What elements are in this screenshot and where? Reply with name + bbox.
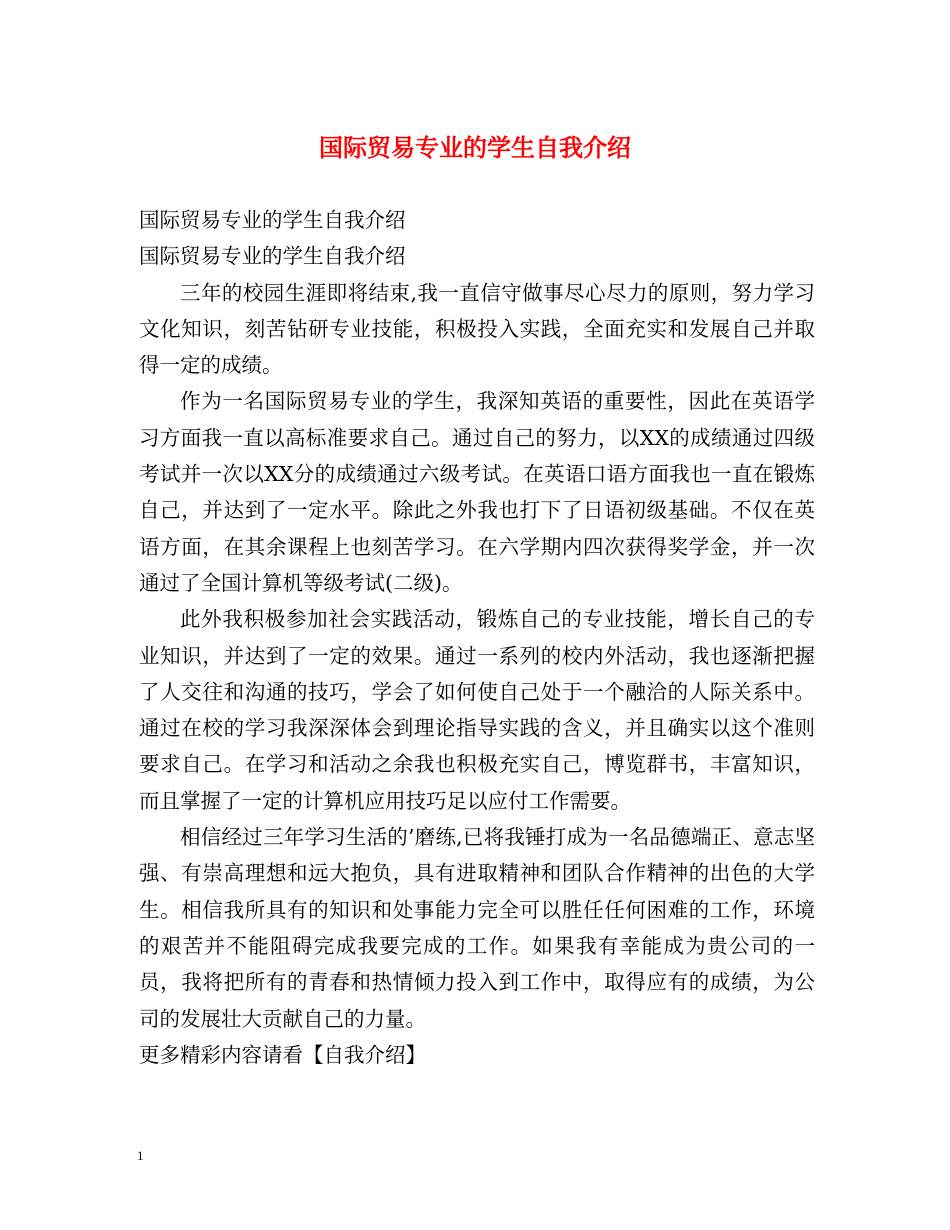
document-title: 国际贸易专业的学生自我介绍 — [319, 133, 631, 162]
subtitle-line: 国际贸易专业的学生自我介绍 — [139, 208, 406, 232]
page-number: 1 — [137, 1148, 144, 1163]
body-paragraph: 此外我积极参加社会实践活动，锻炼自己的专业技能，增长自己的专业知识，并达到了一定的效果。通过一系列的校内外活动，我也逐渐把握了人交往和沟通的技巧，学会了如何使自己处于一个融洽的人际关系中。通过在校的学习我深深体会到理论指导实践的含义，并且确实以这个准则要求自己。在学习和活动之余我也积极充实自己，博览群书，丰富知识，而且掌握了一定的计算机应用技巧足以应付工作需要。 — [139, 607, 815, 813]
body-paragraph: 相信经过三年学习生活的’磨练,已将我锤打成为一名品德端正、意志坚强、有崇高理想和远大抱负，具有进取精神和团队合作精神的出色的大学生。相信我所具有的知识和处事能力完全可以胜任任何困难的工作，环境的艰苦并不能阻碍完成我要完成的工作。如果我有幸能成为贵公司的一员，我将把所有的青春和热情倾力投入到工作中，取得应有的成绩，为公司的发展壮大贡献自己的力量。 — [139, 825, 815, 1031]
subtitle-line: 国际贸易专业的学生自我介绍 — [139, 244, 406, 269]
body-paragraph: 三年的校园生涯即将结束,我一直信守做事尽心尽力的原则，努力学习文化知识，刻苦钻研专业技能，积极投入实践，全面充实和发展自己并取得一定的成绩。 — [139, 280, 815, 378]
more-content-link[interactable]: 更多精彩内容请看【自我介绍】 — [139, 1042, 426, 1067]
document-body — [139, 202, 815, 1073]
body-paragraph: 作为一名国际贸易专业的学生，我深知英语的重要性，因此在英语学习方面我一直以高标准要求自己。通过自己的努力，以XX的成绩通过四级考试并一次以XX分的成绩通过六级考试。在英语口语方面我也一直在锻炼自己，并达到了一定水平。除此之外我也打下了日语初级基础。不仅在英语方面，在其余课程上也刻苦学习。在六学期内四次获得奖学金，并一次通过了全国计算机等级考试(二级)。 — [139, 389, 815, 595]
